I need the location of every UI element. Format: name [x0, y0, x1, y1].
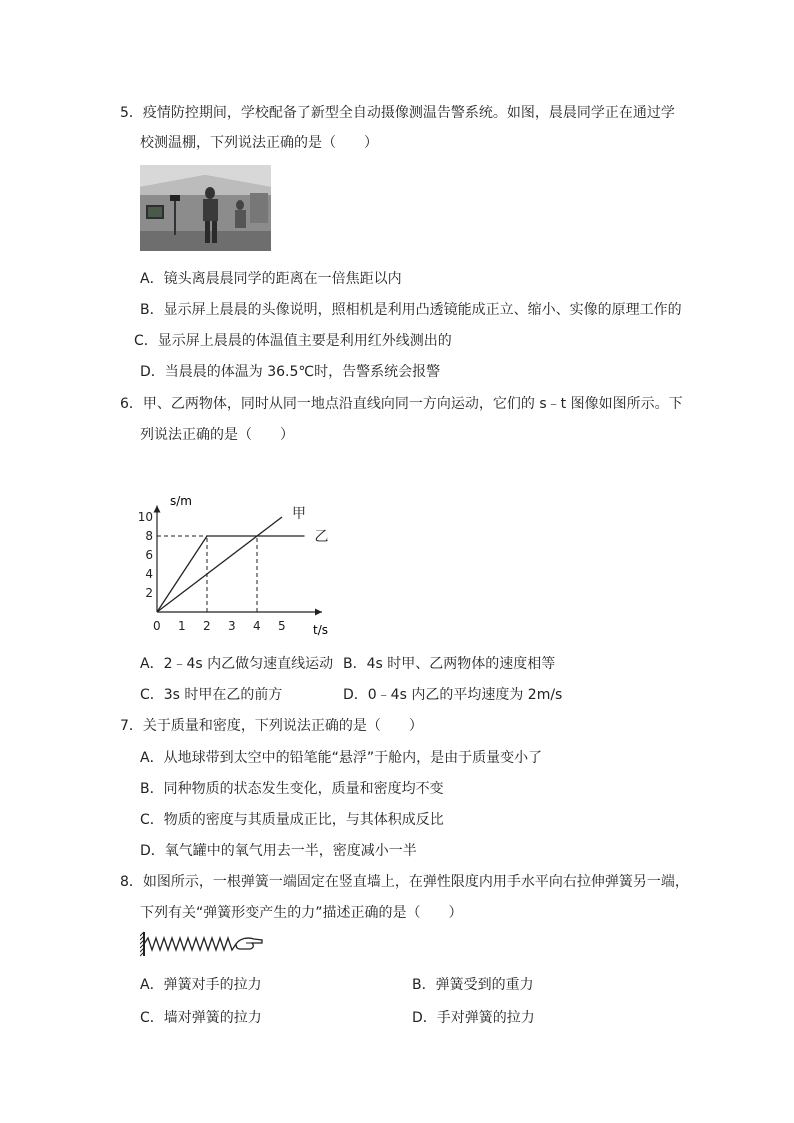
- q8-stem-line1: 8．如图所示，一根弹簧一端固定在竖直墙上，在弹性限度内用手水平向右拉伸弹簧另一端，: [120, 874, 689, 890]
- q6-stem-line2: 列说法正确的是（ ）: [140, 427, 294, 443]
- series-label-1: 乙: [314, 529, 329, 545]
- temperature-tent-photo: [140, 165, 271, 251]
- q7-option-b: B．同种物质的状态发生变化，质量和密度均不变: [140, 781, 444, 797]
- q5-stem-line1: 5．疫情防控期间，学校配备了新型全自动摄像测温告警系统。如图，晨晨同学正在通过学: [120, 105, 675, 121]
- s-t-chart: [130, 490, 350, 642]
- q6-stem-line1: 6．甲、乙两物体，同时从同一地点沿直线向同一方向运动，它们的 s﹣t 图像如图所示。下: [120, 396, 683, 412]
- q8-option-c: C．墙对弹簧的拉力: [140, 1010, 262, 1026]
- q8-option-b: B．弹簧受到的重力: [412, 977, 534, 993]
- x-tick-label: 0: [153, 619, 161, 633]
- y-axis-label: s/m: [170, 494, 192, 508]
- x-axis-arrow: [315, 609, 322, 616]
- x-tick-label: 5: [278, 619, 286, 633]
- q8-option-d: D．手对弹簧的拉力: [412, 1010, 535, 1026]
- y-tick-label: 8: [145, 529, 153, 543]
- y-axis-arrow: [154, 506, 161, 513]
- y-tick-label: 6: [145, 548, 153, 562]
- q5-option-b: B．显示屏上晨晨的头像说明，照相机是利用凸透镜能成正立、缩小、实像的原理工作的: [140, 302, 682, 318]
- series-line-0: [157, 517, 282, 612]
- q8-stem-line2: 下列有关“弹簧形变产生的力”描述正确的是（ ）: [140, 905, 463, 921]
- q6-option-c: C．3s 时甲在乙的前方: [140, 687, 283, 703]
- q6-option-b: B．4s 时甲、乙两物体的速度相等: [343, 656, 556, 672]
- x-tick-label: 4: [253, 619, 261, 633]
- thermal-camera-tent-photo-icon: [140, 165, 271, 251]
- q5-option-d: D．当晨晨的体温为 36.5℃时，告警系统会报警: [140, 364, 441, 380]
- x-tick-label: 1: [178, 619, 186, 633]
- q5-option-c: C．显示屏上晨晨的体温值主要是利用红外线测出的: [134, 333, 452, 349]
- spring-wall-hand-icon: [140, 928, 265, 960]
- q7-option-c: C．物质的密度与其质量成正比，与其体积成反比: [140, 812, 444, 828]
- x-tick-label: 3: [228, 619, 236, 633]
- q5-stem-line2: 校测温棚，下列说法正确的是（ ）: [140, 135, 378, 151]
- x-axis-label: t/s: [313, 623, 328, 637]
- q7-option-d: D．氧气罐中的氧气用去一半，密度减小一半: [140, 843, 417, 859]
- q7-option-a: A．从地球带到太空中的铅笔能“悬浮”于舱内，是由于质量变小了: [140, 750, 543, 766]
- q6-option-a: A．2﹣4s 内乙做匀速直线运动: [140, 656, 334, 672]
- y-tick-label: 2: [145, 586, 153, 600]
- q7-stem: 7．关于质量和密度，下列说法正确的是（ ）: [120, 718, 423, 734]
- series-label-0: 甲: [292, 506, 306, 522]
- q8-option-a: A．弹簧对手的拉力: [140, 977, 262, 993]
- q5-option-a: A．镜头离晨晨同学的距离在一倍焦距以内: [140, 271, 402, 287]
- series-line-1: [157, 536, 305, 612]
- y-tick-label: 10: [137, 510, 153, 524]
- q6-option-d: D．0﹣4s 内乙的平均速度为 2m/s: [343, 687, 563, 703]
- x-tick-label: 2: [203, 619, 211, 633]
- y-tick-label: 4: [145, 567, 153, 581]
